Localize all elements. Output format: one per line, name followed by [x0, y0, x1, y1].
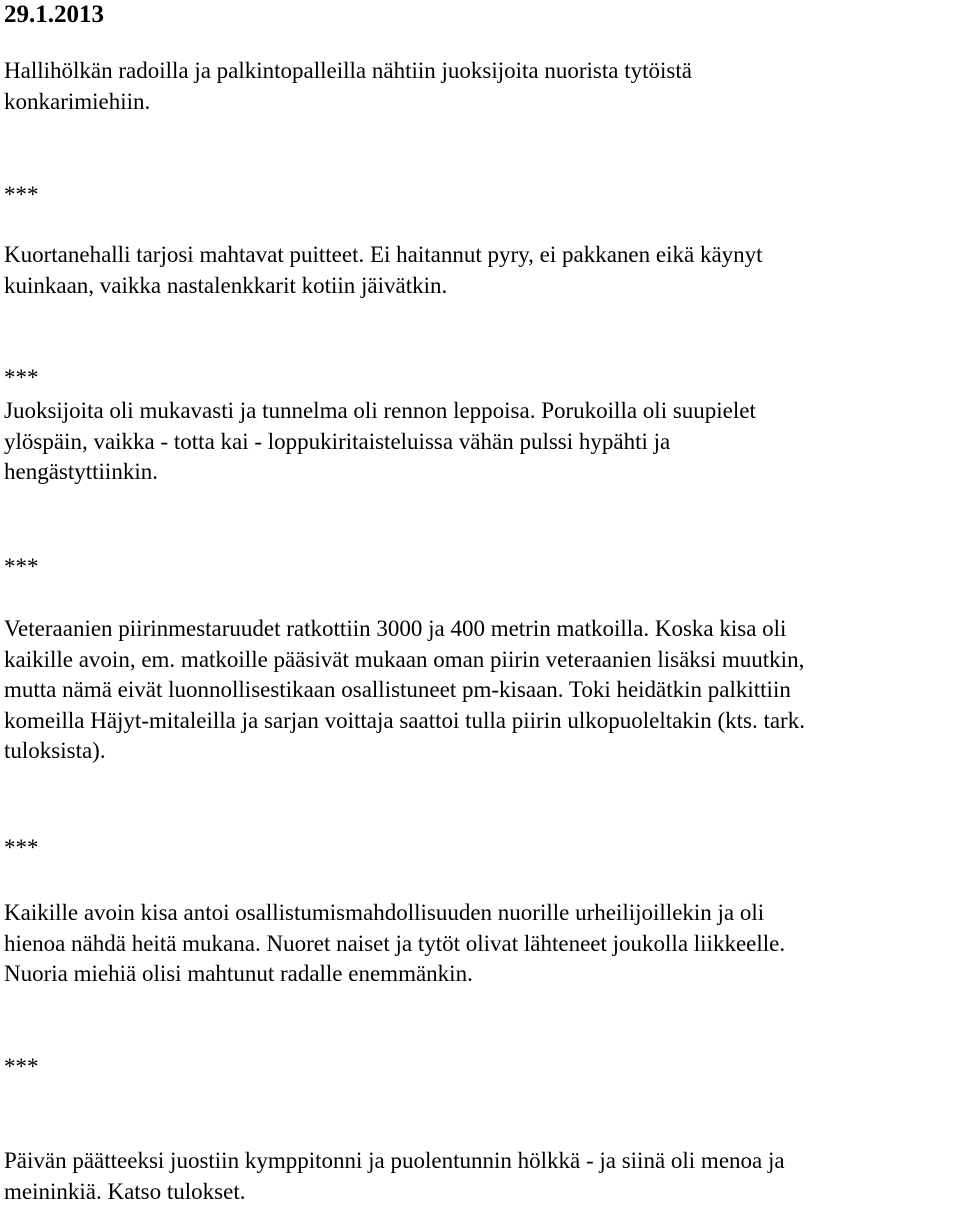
paragraph-line: Kaikille avoin kisa antoi osallistumismahdollisuuden nuorille urheilijoillekin ja oli	[4, 900, 765, 925]
paragraph-youth	[4, 898, 956, 990]
paragraph-finale	[4, 1146, 956, 1207]
paragraph-atmosphere	[4, 396, 956, 488]
paragraph-line: Nuoria miehiä olisi mahtunut radalle enemmänkin.	[4, 961, 473, 986]
paragraph-venue	[4, 240, 956, 301]
paragraph-veterans	[4, 614, 956, 767]
article-date: 29.1.2013	[4, 1, 104, 28]
section-separator: ***	[4, 365, 39, 390]
paragraph-line: hengästyttiinkin.	[4, 459, 158, 484]
paragraph-line: Päivän päätteeksi juostiin kymppitonni ja puolentunnin hölkkä - ja siinä oli menoa ja	[4, 1148, 785, 1173]
paragraph-line: kaikille avoin, em. matkoille pääsivät mukaan oman piirin veteraanien lisäksi muutkin,	[4, 646, 805, 672]
paragraph-line: Hallihölkän radoilla ja palkintopalleilla nähtiin juoksijoita nuorista tytöistä	[4, 58, 692, 83]
paragraph-line: meininkiä. Katso tulokset.	[4, 1178, 246, 1204]
paragraph-line: Veteraanien piirinmestaruudet ratkottiin 3000 ja 400 metrin matkoilla. Koska kisa oli	[4, 616, 787, 641]
paragraph-line: Kuortanehalli tarjosi mahtavat puitteet. Ei haitannut pyry, ei pakkanen eikä käynyt	[4, 242, 763, 267]
paragraph-line: mutta nämä eivät luonnollisestikaan osallistuneet pm-kisaan. Toki heidätkin palkittiin	[4, 677, 791, 702]
paragraph-line: konkarimiehiin.	[4, 88, 151, 114]
paragraph-line: komeilla Häjyt-mitaleilla ja sarjan voittaja saattoi tulla piirin ulkopuoleltakin (kts. tark.	[4, 707, 805, 733]
paragraph-intro	[4, 56, 956, 117]
paragraph-line: ylöspäin, vaikka - totta kai - loppukiritaisteluissa vähän pulssi hypähti ja	[4, 428, 671, 454]
section-separator: ***	[4, 554, 39, 579]
paragraph-line: kuinkaan, vaikka nastalenkkarit kotiin jäivätkin.	[4, 272, 448, 298]
paragraph-line: Juoksijoita oli mukavasti ja tunnelma oli rennon leppoisa. Porukoilla oli suupielet	[4, 398, 756, 423]
section-separator: ***	[4, 1054, 39, 1079]
section-separator: ***	[4, 182, 39, 207]
paragraph-line: tuloksista).	[4, 738, 106, 763]
paragraph-line: hienoa nähdä heitä mukana. Nuoret naiset ja tytöt olivat lähteneet joukolla liikkeelle.	[4, 930, 786, 956]
section-separator: ***	[4, 835, 39, 860]
